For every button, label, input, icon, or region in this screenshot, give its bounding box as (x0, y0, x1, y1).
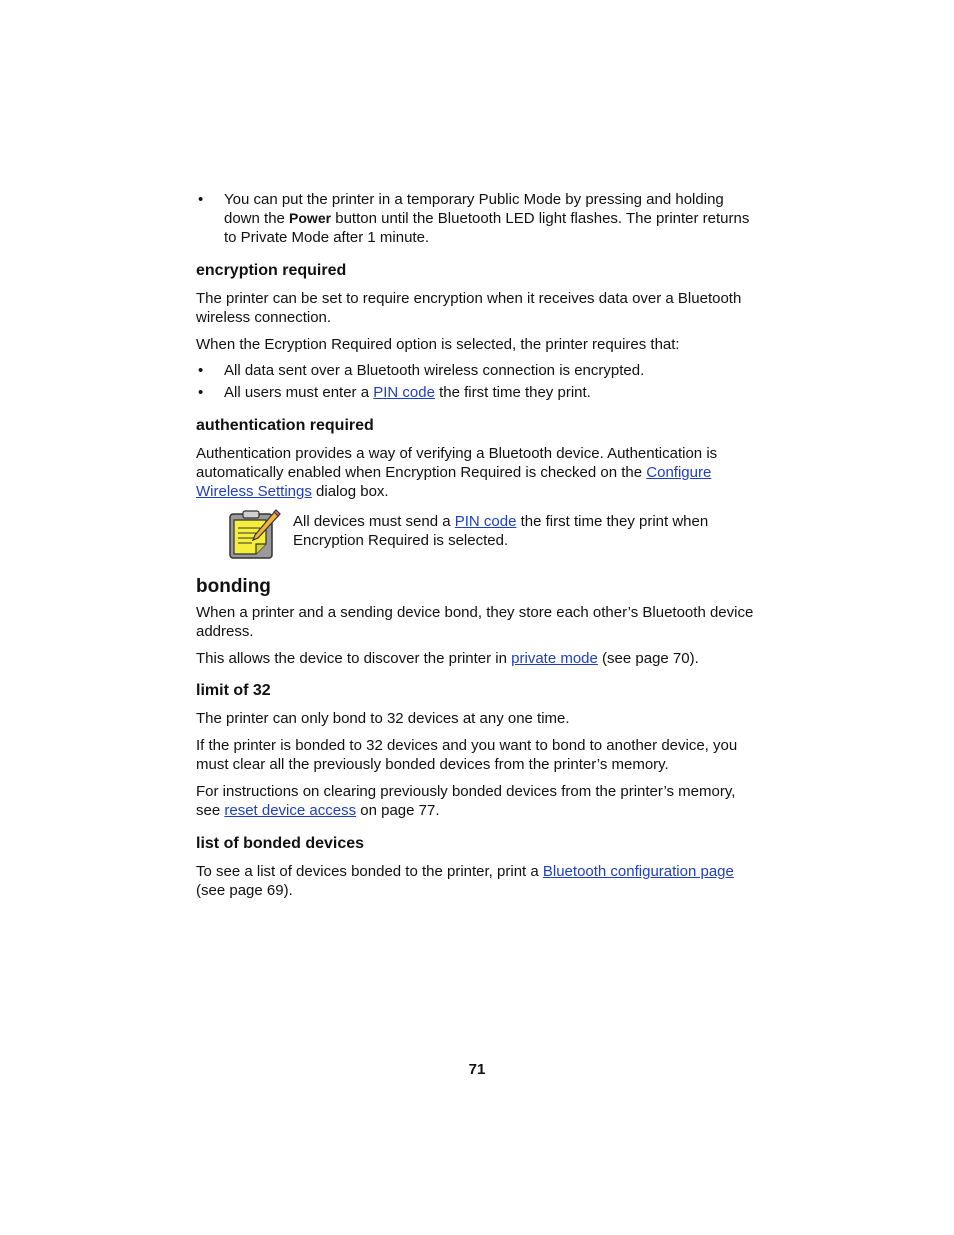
encryption-heading: encryption required (196, 262, 347, 279)
page-number: 71 (468, 1061, 486, 1078)
bonding-paragraph-2-before: This allows the device to discover the printer in (196, 650, 512, 667)
encryption-bullet-2 (196, 383, 758, 402)
reset-device-access-link[interactable]: reset device access (224, 802, 357, 819)
note-text-before: All devices must send a (293, 513, 455, 530)
power-button-label: Power (289, 210, 332, 226)
configure-wireless-settings-link[interactable]: Configure Wireless Settings (196, 464, 712, 500)
page-body (196, 190, 758, 900)
encryption-paragraph-1: The printer can be set to require encryption when it receives data over a Bluetooth wireless connection. (196, 290, 742, 326)
limit-paragraph-3-before: For instructions on clearing previously bonded devices from the printer’s memory, see (196, 783, 736, 819)
authentication-paragraph-after: dialog box. (311, 483, 389, 500)
bullet-dot: • (198, 191, 204, 208)
limit-heading: limit of 32 (196, 682, 271, 699)
bullet-dot: • (198, 362, 204, 379)
encryption-paragraph-2: When the Ecryption Required option is selected, the printer requires that: (196, 336, 680, 353)
list-heading: list of bonded devices (196, 835, 365, 852)
authentication-heading: authentication required (196, 417, 374, 434)
list-paragraph-after: (see page 69). (196, 882, 293, 899)
limit-paragraph-2: If the printer is bonded to 32 devices and you want to bond to another device, you must clear all the previously bonded devices from the printer’s memory. (196, 737, 738, 773)
encryption-bullet-2-before: All users must enter a (224, 384, 374, 401)
list-paragraph-before: To see a list of devices bonded to the printer, print a (196, 863, 543, 880)
note-pin-code-link[interactable]: PIN code (454, 513, 517, 530)
limit-paragraph-3 (196, 782, 758, 820)
notepad-pencil-icon (226, 508, 282, 564)
list-paragraph (196, 862, 758, 900)
pin-code-link[interactable]: PIN code (373, 384, 435, 401)
authentication-paragraph-before: Authentication provides a way of verifying a Bluetooth device. Authentication is automatically enabled when Encryption Required is checked on the (196, 445, 718, 481)
note-text-after: the first time they print when Encryption Required is selected. (293, 513, 709, 549)
limit-paragraph-1: The printer can only bond to 32 devices at any one time. (196, 710, 570, 727)
encryption-bullet-2-after: the first time they print. (434, 384, 591, 401)
intro-bullet-text-after: button until the Bluetooth LED light flashes. The printer returns to Private Mode after 1 minute. (224, 210, 750, 246)
intro-bullet-item (196, 190, 758, 247)
note-text (293, 512, 758, 550)
note-block (196, 512, 758, 562)
encryption-bullet-1-text: All data sent over a Bluetooth wireless connection is encrypted. (224, 362, 645, 379)
bluetooth-configuration-page-link[interactable]: Bluetooth configuration page (542, 863, 734, 880)
bonding-paragraph-1: When a printer and a sending device bond, they store each other’s Bluetooth device address. (196, 604, 754, 640)
bonding-paragraph-2-after: (see page 70). (597, 650, 699, 667)
bonding-heading: bonding (196, 576, 271, 597)
bullet-dot: • (198, 384, 204, 401)
limit-paragraph-3-after: on page 77. (356, 802, 440, 819)
encryption-bullet-1 (196, 361, 758, 380)
bonding-paragraph-2 (196, 649, 758, 668)
intro-bullet-text-before: You can put the printer in a temporary Public Mode by pressing and holding down the (224, 191, 724, 227)
authentication-paragraph (196, 444, 758, 501)
private-mode-link[interactable]: private mode (511, 650, 598, 667)
